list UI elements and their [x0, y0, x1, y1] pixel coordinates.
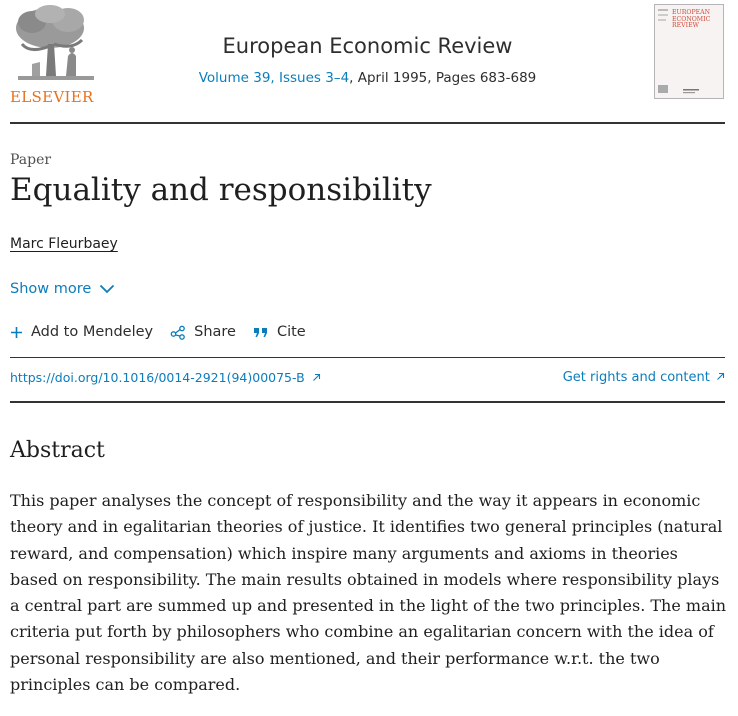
plus-icon — [10, 326, 23, 339]
journal-header — [10, 0, 725, 124]
issue-details: , April 1995, Pages 683-689 — [349, 70, 537, 86]
abstract-heading: Abstract — [10, 438, 105, 463]
mendeley-label: Add to Mendeley — [31, 324, 154, 340]
share-button[interactable] — [170, 324, 236, 340]
rights-label: Get rights and content — [562, 370, 710, 385]
article-actions — [10, 324, 323, 340]
article-title: Equality and responsibility — [10, 172, 432, 208]
journal-title[interactable]: European Economic Review — [222, 34, 513, 58]
add-to-mendeley-button[interactable] — [10, 324, 153, 340]
journal-cover-thumbnail[interactable] — [654, 4, 724, 99]
get-rights-link[interactable] — [563, 370, 725, 385]
divider — [10, 357, 725, 358]
doi-label: https://doi.org/10.1016/0014-2921(94)00075-B — [10, 370, 305, 385]
chevron-down-icon — [99, 284, 115, 294]
share-label: Share — [194, 324, 236, 340]
elsevier-wordmark: ELSEVIER — [10, 88, 94, 106]
divider — [10, 401, 725, 403]
share-icon — [170, 324, 186, 340]
doi-link[interactable] — [10, 370, 321, 385]
external-link-icon — [716, 372, 725, 381]
cite-button[interactable] — [253, 324, 306, 340]
volume-link[interactable]: Volume 39, Issues 3–4 — [198, 70, 350, 86]
journal-issue-info — [10, 70, 725, 86]
external-link-icon — [312, 373, 321, 382]
show-more-label: Show more — [10, 281, 92, 297]
cite-label: Cite — [276, 324, 306, 340]
show-more-button[interactable] — [10, 281, 115, 297]
cover-title: EUROPEAN ECONOMIC REVIEW — [672, 9, 711, 30]
article-type: Paper — [10, 152, 52, 168]
quote-icon — [253, 325, 269, 339]
author-link[interactable]: Marc Fleurbaey — [10, 236, 118, 252]
abstract-text: This paper analyses the concept of responsibility and the way it appears in economic theory and in egalitarian theories of justice. It identifies two general principles (natural reward, and compensation) which inspire many arguments and axioms in theories based on responsibility. The main results obtained in models where responsibility plays a central part are summed up and presented in the light of the two principles. The main criteria put forth by philosophers who combine an egalitarian concern with the idea of personal responsibility are also mentioned, and their performance w.r.t. the two principles can be compared. — [10, 491, 727, 695]
